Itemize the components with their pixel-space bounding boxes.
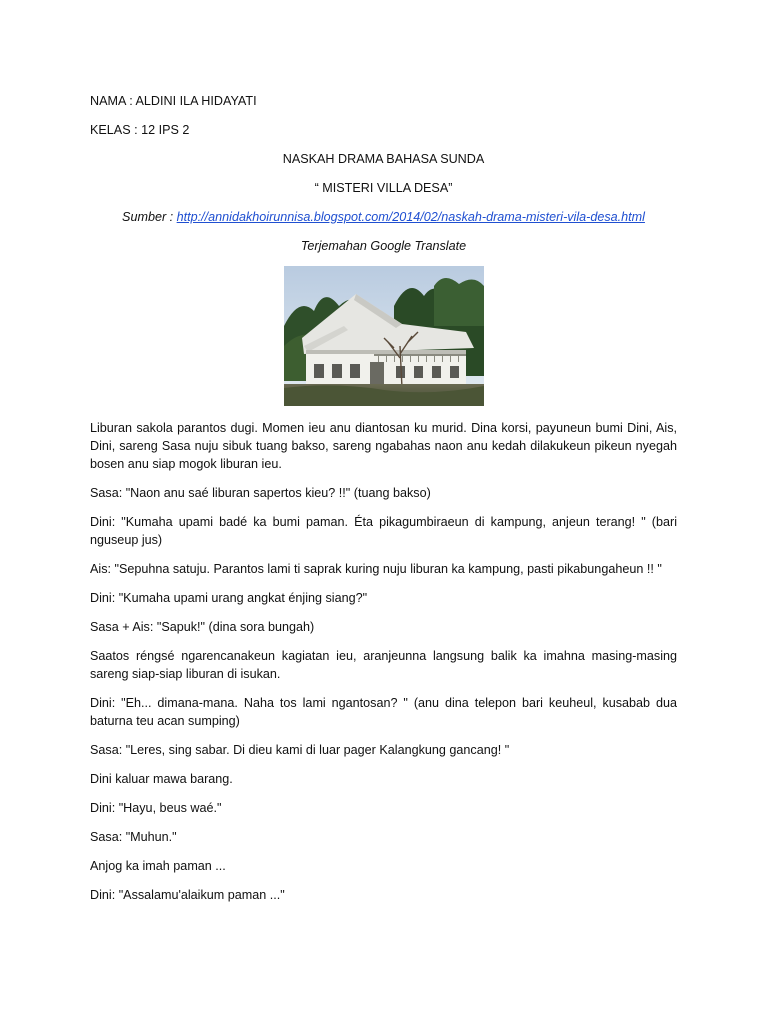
story-paragraph: Sasa: "Muhun.": [90, 830, 177, 844]
story-paragraph: Ais: "Sepuhna satuju. Parantos lami ti saprak kuring nuju liburan ka kampung, pasti pikabungaheun !! ": [90, 562, 662, 576]
story-paragraph: Saatos réngsé ngarencanakeun kagiatan ieu, aranjeunna langsung balik ka imahna masing-masing sareng siap-siap liburan di isukan.: [90, 649, 677, 681]
student-class: KELAS : 12 IPS 2: [90, 123, 190, 137]
document-title: NASKAH DRAMA BAHASA SUNDA: [282, 152, 485, 166]
story-paragraph: Dini kaluar mawa barang.: [90, 772, 233, 786]
source-line: [90, 208, 677, 226]
story-paragraph: Dini: "Hayu, beus waé.": [90, 801, 222, 815]
story-paragraph: Sasa: "Leres, sing sabar. Di dieu kami di luar pager Kalangkung gancang! ": [90, 743, 510, 757]
drama-subtitle: “ MISTERI VILLA DESA”: [314, 181, 453, 195]
story-paragraph: Anjog ka imah paman ...: [90, 859, 226, 873]
story-paragraph: Sasa: "Naon anu saé liburan sapertos kieu? !!" (tuang bakso): [90, 486, 431, 500]
translation-note: Terjemahan Google Translate: [300, 239, 467, 253]
story-body: [90, 419, 677, 904]
story-paragraph: Sasa + Ais: "Sapuk!" (dina sora bungah): [90, 620, 315, 634]
student-name: NAMA : ALDINI ILA HIDAYATI: [90, 94, 257, 108]
story-paragraph: Dini: "Kumaha upami urang angkat énjing siang?": [90, 591, 368, 605]
source-label: Sumber :: [122, 210, 177, 224]
story-paragraph: Dini: "Eh... dimana-mana. Naha tos lami ngantosan? " (anu dina telepon bari keuheul, kusabab dua baturna teu acan sumping): [90, 696, 677, 728]
source-link[interactable]: http://annidakhoirunnisa.blogspot.com/2014/02/naskah-drama-misteri-vila-desa.html: [176, 210, 645, 224]
story-paragraph: Dini: "Assalamu'alaikum paman ...": [90, 888, 285, 902]
villa-photo-icon: [284, 266, 484, 406]
villa-photo: [284, 266, 484, 406]
story-paragraph: Dini: "Kumaha upami badé ka bumi paman. Éta pikagumbiraeun di kampung, anjeun terang! " (bari nguseup jus): [90, 515, 677, 547]
document-page: [90, 92, 677, 915]
story-paragraph: Liburan sakola parantos dugi. Momen ieu anu diantosan ku murid. Dina korsi, payuneun bumi Dini, Ais, Dini, sareng Sasa nuju sibuk tuang bakso, sareng ngabahas naon anu kedah dilakukeun pikeun nyegah bosen anu siap mogok liburan ieu.: [90, 421, 677, 471]
